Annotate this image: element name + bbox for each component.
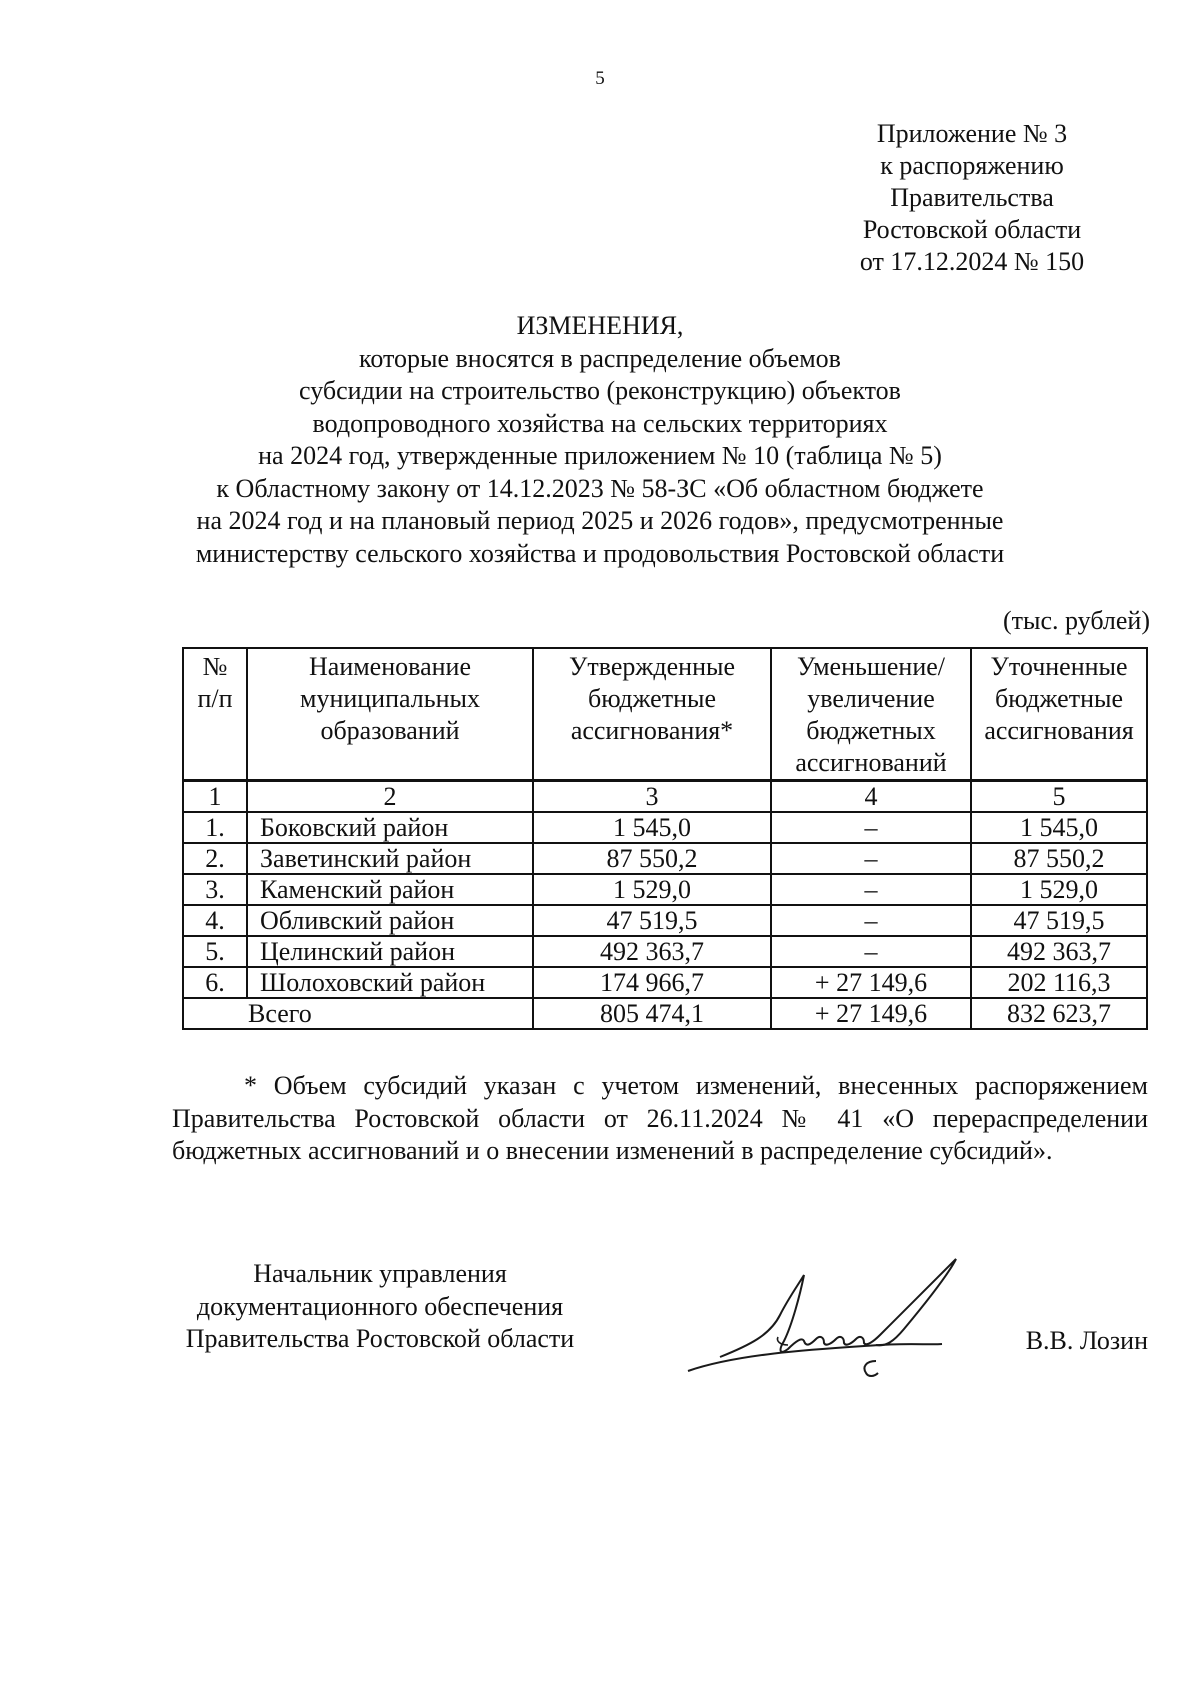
appendix-line: Правительства	[890, 183, 1054, 212]
approved-value: 492 363,7	[533, 936, 771, 967]
table-row	[183, 812, 1147, 843]
signatory-line: Правительства Ростовской области	[185, 1324, 575, 1353]
approved-value: 1 545,0	[533, 812, 771, 843]
row-number: 6.	[183, 967, 247, 998]
change-value: –	[771, 905, 971, 936]
row-number: 2.	[183, 843, 247, 874]
header-change: Уменьшение/ увеличение бюджетных ассигнований	[771, 648, 971, 781]
change-value: –	[771, 936, 971, 967]
document-title	[120, 310, 1080, 570]
appendix-line: к распоряжению	[880, 151, 1064, 180]
row-number: 4.	[183, 905, 247, 936]
table-row	[183, 905, 1147, 936]
total-row	[183, 998, 1147, 1029]
title-line: субсидии на строительство (реконструкцию) объектов	[299, 376, 901, 405]
municipality-name: Обливский район	[247, 905, 533, 936]
title-line: на 2024 год и на плановый период 2025 и 2026 годов», предусмотренные	[196, 506, 1004, 535]
municipality-name: Боковский район	[247, 812, 533, 843]
title-line: министерству сельского хозяйства и продовольствия Ростовской области	[195, 538, 1005, 568]
row-number: 5.	[183, 936, 247, 967]
approved-value: 174 966,7	[533, 967, 771, 998]
column-number: 5	[971, 781, 1147, 813]
table-row	[183, 874, 1147, 905]
budget-table	[182, 647, 1148, 1030]
approved-value: 1 529,0	[533, 874, 771, 905]
signatory-position	[160, 1258, 600, 1356]
units-label: (тыс. рублей)	[1002, 606, 1150, 635]
row-number: 1.	[183, 812, 247, 843]
header-municipality: Наименование муниципальных образований	[247, 648, 533, 781]
updated-value: 47 519,5	[971, 905, 1147, 936]
header-updated: Уточненные бюджетные ассигнования	[971, 648, 1147, 781]
footnote-line: * Объем субсидий указан с учетом изменений, внесенных распоряжением	[244, 1071, 1148, 1100]
approved-value: 47 519,5	[533, 905, 771, 936]
page-number: 5	[595, 68, 605, 89]
title-line: к Областному закону от 14.12.2023 № 58-ЗС «Об областном бюджете	[216, 473, 984, 503]
header-approved: Утвержденные бюджетные ассигнования*	[533, 648, 771, 781]
total-change: + 27 149,6	[771, 998, 971, 1029]
table-row	[183, 967, 1147, 998]
title-line: водопроводного хозяйства на сельских территориях	[312, 408, 888, 438]
appendix-line: Приложение № 3	[876, 119, 1068, 148]
handwritten-signature	[680, 1245, 1000, 1385]
municipality-name: Каменский район	[247, 874, 533, 905]
appendix-line: от 17.12.2024 № 150	[859, 247, 1085, 276]
signer-name: В.В. Лозин	[1025, 1326, 1148, 1355]
column-number: 2	[247, 781, 533, 813]
change-value: –	[771, 874, 971, 905]
updated-value: 202 116,3	[971, 967, 1147, 998]
signatory-line: Начальник управления	[253, 1259, 507, 1288]
approved-value: 87 550,2	[533, 843, 771, 874]
updated-value: 87 550,2	[971, 843, 1147, 874]
table-row	[183, 843, 1147, 874]
row-number: 3.	[183, 874, 247, 905]
title-heading: ИЗМЕНЕНИЯ,	[516, 311, 684, 340]
signatory-line: документационного обеспечения	[196, 1291, 564, 1321]
total-approved: 805 474,1	[533, 998, 771, 1029]
column-number: 1	[183, 781, 247, 813]
column-number: 4	[771, 781, 971, 813]
change-value: + 27 149,6	[771, 967, 971, 998]
header-number: № п/п	[183, 648, 247, 781]
table-row	[183, 936, 1147, 967]
updated-value: 1 529,0	[971, 874, 1147, 905]
municipality-name: Шолоховский район	[247, 967, 533, 998]
footnote-line: Правительства Ростовской области от 26.11.2024 № 41 «О перераспределении	[172, 1103, 1148, 1133]
change-value: –	[771, 812, 971, 843]
column-number: 3	[533, 781, 771, 813]
column-number-row	[183, 781, 1147, 813]
change-value: –	[771, 843, 971, 874]
title-line: которые вносятся в распределение объемов	[359, 343, 841, 373]
updated-value: 492 363,7	[971, 936, 1147, 967]
municipality-name: Заветинский район	[247, 843, 533, 874]
appendix-line: Ростовской области	[862, 215, 1082, 244]
footnote	[172, 1070, 1148, 1168]
title-line: на 2024 год, утвержденные приложением № 10 (таблица № 5)	[258, 441, 942, 470]
table-header-row	[183, 648, 1147, 781]
total-updated: 832 623,7	[971, 998, 1147, 1029]
updated-value: 1 545,0	[971, 812, 1147, 843]
footnote-line: бюджетных ассигнований и о внесении изменений в распределение субсидий».	[172, 1136, 1053, 1165]
total-label: Всего	[183, 998, 533, 1029]
municipality-name: Целинский район	[247, 936, 533, 967]
appendix-reference	[852, 118, 1092, 278]
